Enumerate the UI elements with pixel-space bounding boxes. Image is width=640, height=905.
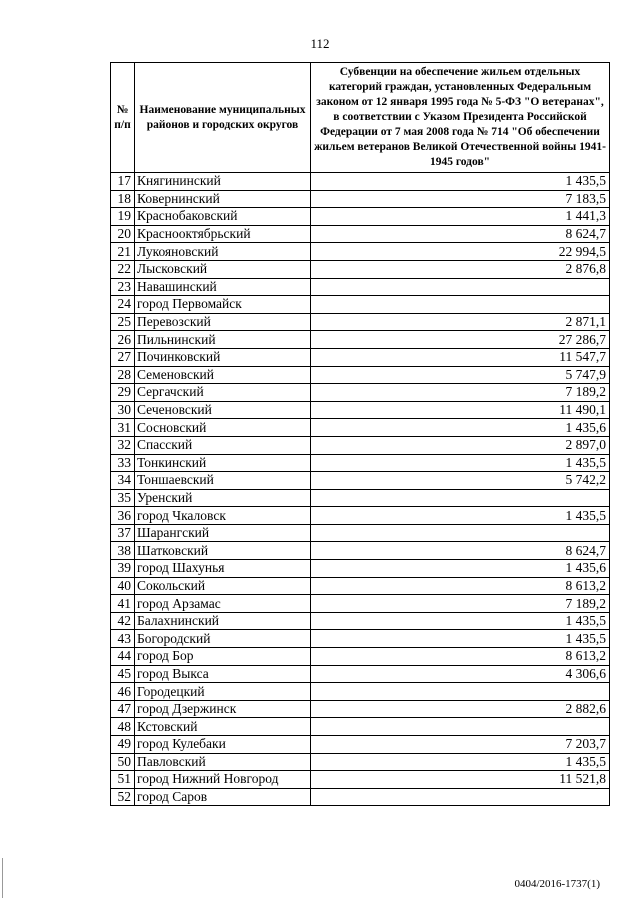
row-value: 1 435,5 <box>311 612 610 630</box>
row-value: 7 183,5 <box>311 190 610 208</box>
row-name: Лукояновский <box>135 243 311 261</box>
row-num: 17 <box>111 173 135 191</box>
row-num: 38 <box>111 542 135 560</box>
row-name: город Дзержинск <box>135 700 311 718</box>
row-num: 26 <box>111 331 135 349</box>
row-value: 8 624,7 <box>311 225 610 243</box>
row-num: 44 <box>111 648 135 666</box>
table-body <box>111 173 610 806</box>
row-num: 33 <box>111 454 135 472</box>
row-num: 48 <box>111 718 135 736</box>
row-num: 28 <box>111 366 135 384</box>
table-row <box>111 771 610 789</box>
table-row <box>111 243 610 261</box>
row-value: 7 189,2 <box>311 595 610 613</box>
margin-mark <box>2 858 7 898</box>
row-name: Городецкий <box>135 683 311 701</box>
table-row <box>111 489 610 507</box>
table-row <box>111 173 610 191</box>
table-row <box>111 419 610 437</box>
subsidy-table <box>110 62 610 806</box>
table-row <box>111 542 610 560</box>
table-row <box>111 384 610 402</box>
table-row <box>111 595 610 613</box>
row-num: 25 <box>111 313 135 331</box>
row-value: 27 286,7 <box>311 331 610 349</box>
row-name: город Саров <box>135 788 311 806</box>
table-row <box>111 208 610 226</box>
table-row <box>111 366 610 384</box>
header-subsidy: Субвенции на обеспечение жильем отдельных категорий граждан, установленных Федеральным законом от 12 января 1995 года № 5-ФЗ "О ветеранах", в соответствии с Указом Президента Российской Федерации от 7 мая 2008 года № 714 "Об обеспечении жильем ветеранов Великой Отечественной войны 1941-1945 годов" <box>311 63 610 173</box>
row-value: 8 613,2 <box>311 577 610 595</box>
row-value: 22 994,5 <box>311 243 610 261</box>
row-num: 43 <box>111 630 135 648</box>
row-name: город Арзамас <box>135 595 311 613</box>
row-num: 49 <box>111 736 135 754</box>
row-value <box>311 718 610 736</box>
row-name: Сосновский <box>135 419 311 437</box>
table-row <box>111 648 610 666</box>
row-num: 37 <box>111 524 135 542</box>
row-name: Тоншаевский <box>135 472 311 490</box>
row-name: Богородский <box>135 630 311 648</box>
row-num: 24 <box>111 296 135 314</box>
row-name: Павловский <box>135 753 311 771</box>
row-num: 46 <box>111 683 135 701</box>
table-row <box>111 788 610 806</box>
row-value: 7 203,7 <box>311 736 610 754</box>
row-value: 1 435,5 <box>311 173 610 191</box>
row-value: 4 306,6 <box>311 665 610 683</box>
table-row <box>111 736 610 754</box>
row-name: Семеновский <box>135 366 311 384</box>
row-value: 11 521,8 <box>311 771 610 789</box>
row-value: 2 897,0 <box>311 436 610 454</box>
row-value: 1 441,3 <box>311 208 610 226</box>
row-num: 19 <box>111 208 135 226</box>
row-name: Сокольский <box>135 577 311 595</box>
row-value: 1 435,5 <box>311 630 610 648</box>
row-num: 31 <box>111 419 135 437</box>
row-num: 41 <box>111 595 135 613</box>
row-name: город Первомайск <box>135 296 311 314</box>
row-value <box>311 524 610 542</box>
table-row <box>111 612 610 630</box>
page-number: 112 <box>310 36 330 51</box>
row-name: Ковернинский <box>135 190 311 208</box>
row-name: Лысковский <box>135 260 311 278</box>
table-row <box>111 348 610 366</box>
row-name: город Кулебаки <box>135 736 311 754</box>
row-name: Балахнинский <box>135 612 311 630</box>
row-num: 30 <box>111 401 135 419</box>
table-row <box>111 665 610 683</box>
table-row <box>111 753 610 771</box>
row-name: город Бор <box>135 648 311 666</box>
row-num: 27 <box>111 348 135 366</box>
table-row <box>111 454 610 472</box>
row-num: 22 <box>111 260 135 278</box>
table-row <box>111 436 610 454</box>
row-num: 32 <box>111 436 135 454</box>
table-row <box>111 296 610 314</box>
row-num: 47 <box>111 700 135 718</box>
row-value: 7 189,2 <box>311 384 610 402</box>
table-row <box>111 630 610 648</box>
header-name: Наименование муниципальных районов и городских округов <box>135 63 311 173</box>
row-num: 52 <box>111 788 135 806</box>
row-name: Спасский <box>135 436 311 454</box>
row-value <box>311 489 610 507</box>
row-value: 1 435,5 <box>311 753 610 771</box>
row-name: город Нижний Новгород <box>135 771 311 789</box>
row-name: Кстовский <box>135 718 311 736</box>
table-row <box>111 507 610 525</box>
table-row <box>111 560 610 578</box>
row-name: Краснооктябрьский <box>135 225 311 243</box>
row-name: Починковский <box>135 348 311 366</box>
table-row <box>111 577 610 595</box>
row-value: 11 490,1 <box>311 401 610 419</box>
row-value: 2 876,8 <box>311 260 610 278</box>
row-name: Навашинский <box>135 278 311 296</box>
row-value: 5 742,2 <box>311 472 610 490</box>
row-value <box>311 683 610 701</box>
table-row <box>111 313 610 331</box>
row-value: 11 547,7 <box>311 348 610 366</box>
table-row <box>111 718 610 736</box>
row-num: 45 <box>111 665 135 683</box>
table-row <box>111 524 610 542</box>
table-row <box>111 401 610 419</box>
row-value: 8 613,2 <box>311 648 610 666</box>
row-name: Шарангский <box>135 524 311 542</box>
row-value: 1 435,6 <box>311 560 610 578</box>
row-value: 1 435,5 <box>311 507 610 525</box>
row-name: город Выкса <box>135 665 311 683</box>
row-num: 36 <box>111 507 135 525</box>
row-value: 5 747,9 <box>311 366 610 384</box>
row-value <box>311 278 610 296</box>
table-row <box>111 278 610 296</box>
row-name: город Шахунья <box>135 560 311 578</box>
row-name: город Чкаловск <box>135 507 311 525</box>
header-num: № п/п <box>111 63 135 173</box>
row-value: 8 624,7 <box>311 542 610 560</box>
row-num: 34 <box>111 472 135 490</box>
row-num: 51 <box>111 771 135 789</box>
row-num: 23 <box>111 278 135 296</box>
table-header-row <box>111 63 610 173</box>
table-row <box>111 700 610 718</box>
table-row <box>111 683 610 701</box>
row-name: Сеченовский <box>135 401 311 419</box>
row-num: 21 <box>111 243 135 261</box>
row-name: Перевозский <box>135 313 311 331</box>
table-row <box>111 331 610 349</box>
row-num: 20 <box>111 225 135 243</box>
table-row <box>111 260 610 278</box>
row-value: 1 435,6 <box>311 419 610 437</box>
row-num: 40 <box>111 577 135 595</box>
table-row <box>111 190 610 208</box>
row-name: Краснобаковский <box>135 208 311 226</box>
row-num: 18 <box>111 190 135 208</box>
row-value: 2 871,1 <box>311 313 610 331</box>
row-name: Тонкинский <box>135 454 311 472</box>
row-value: 2 882,6 <box>311 700 610 718</box>
row-name: Сергачский <box>135 384 311 402</box>
table-row <box>111 472 610 490</box>
row-value: 1 435,5 <box>311 454 610 472</box>
row-num: 50 <box>111 753 135 771</box>
row-num: 29 <box>111 384 135 402</box>
row-num: 35 <box>111 489 135 507</box>
row-name: Княгининский <box>135 173 311 191</box>
row-value <box>311 788 610 806</box>
table-row <box>111 225 610 243</box>
row-value <box>311 296 610 314</box>
row-name: Шатковский <box>135 542 311 560</box>
row-num: 42 <box>111 612 135 630</box>
document-code: 0404/2016-1737(1) <box>514 878 600 890</box>
row-name: Уренский <box>135 489 311 507</box>
row-name: Пильнинский <box>135 331 311 349</box>
row-num: 39 <box>111 560 135 578</box>
